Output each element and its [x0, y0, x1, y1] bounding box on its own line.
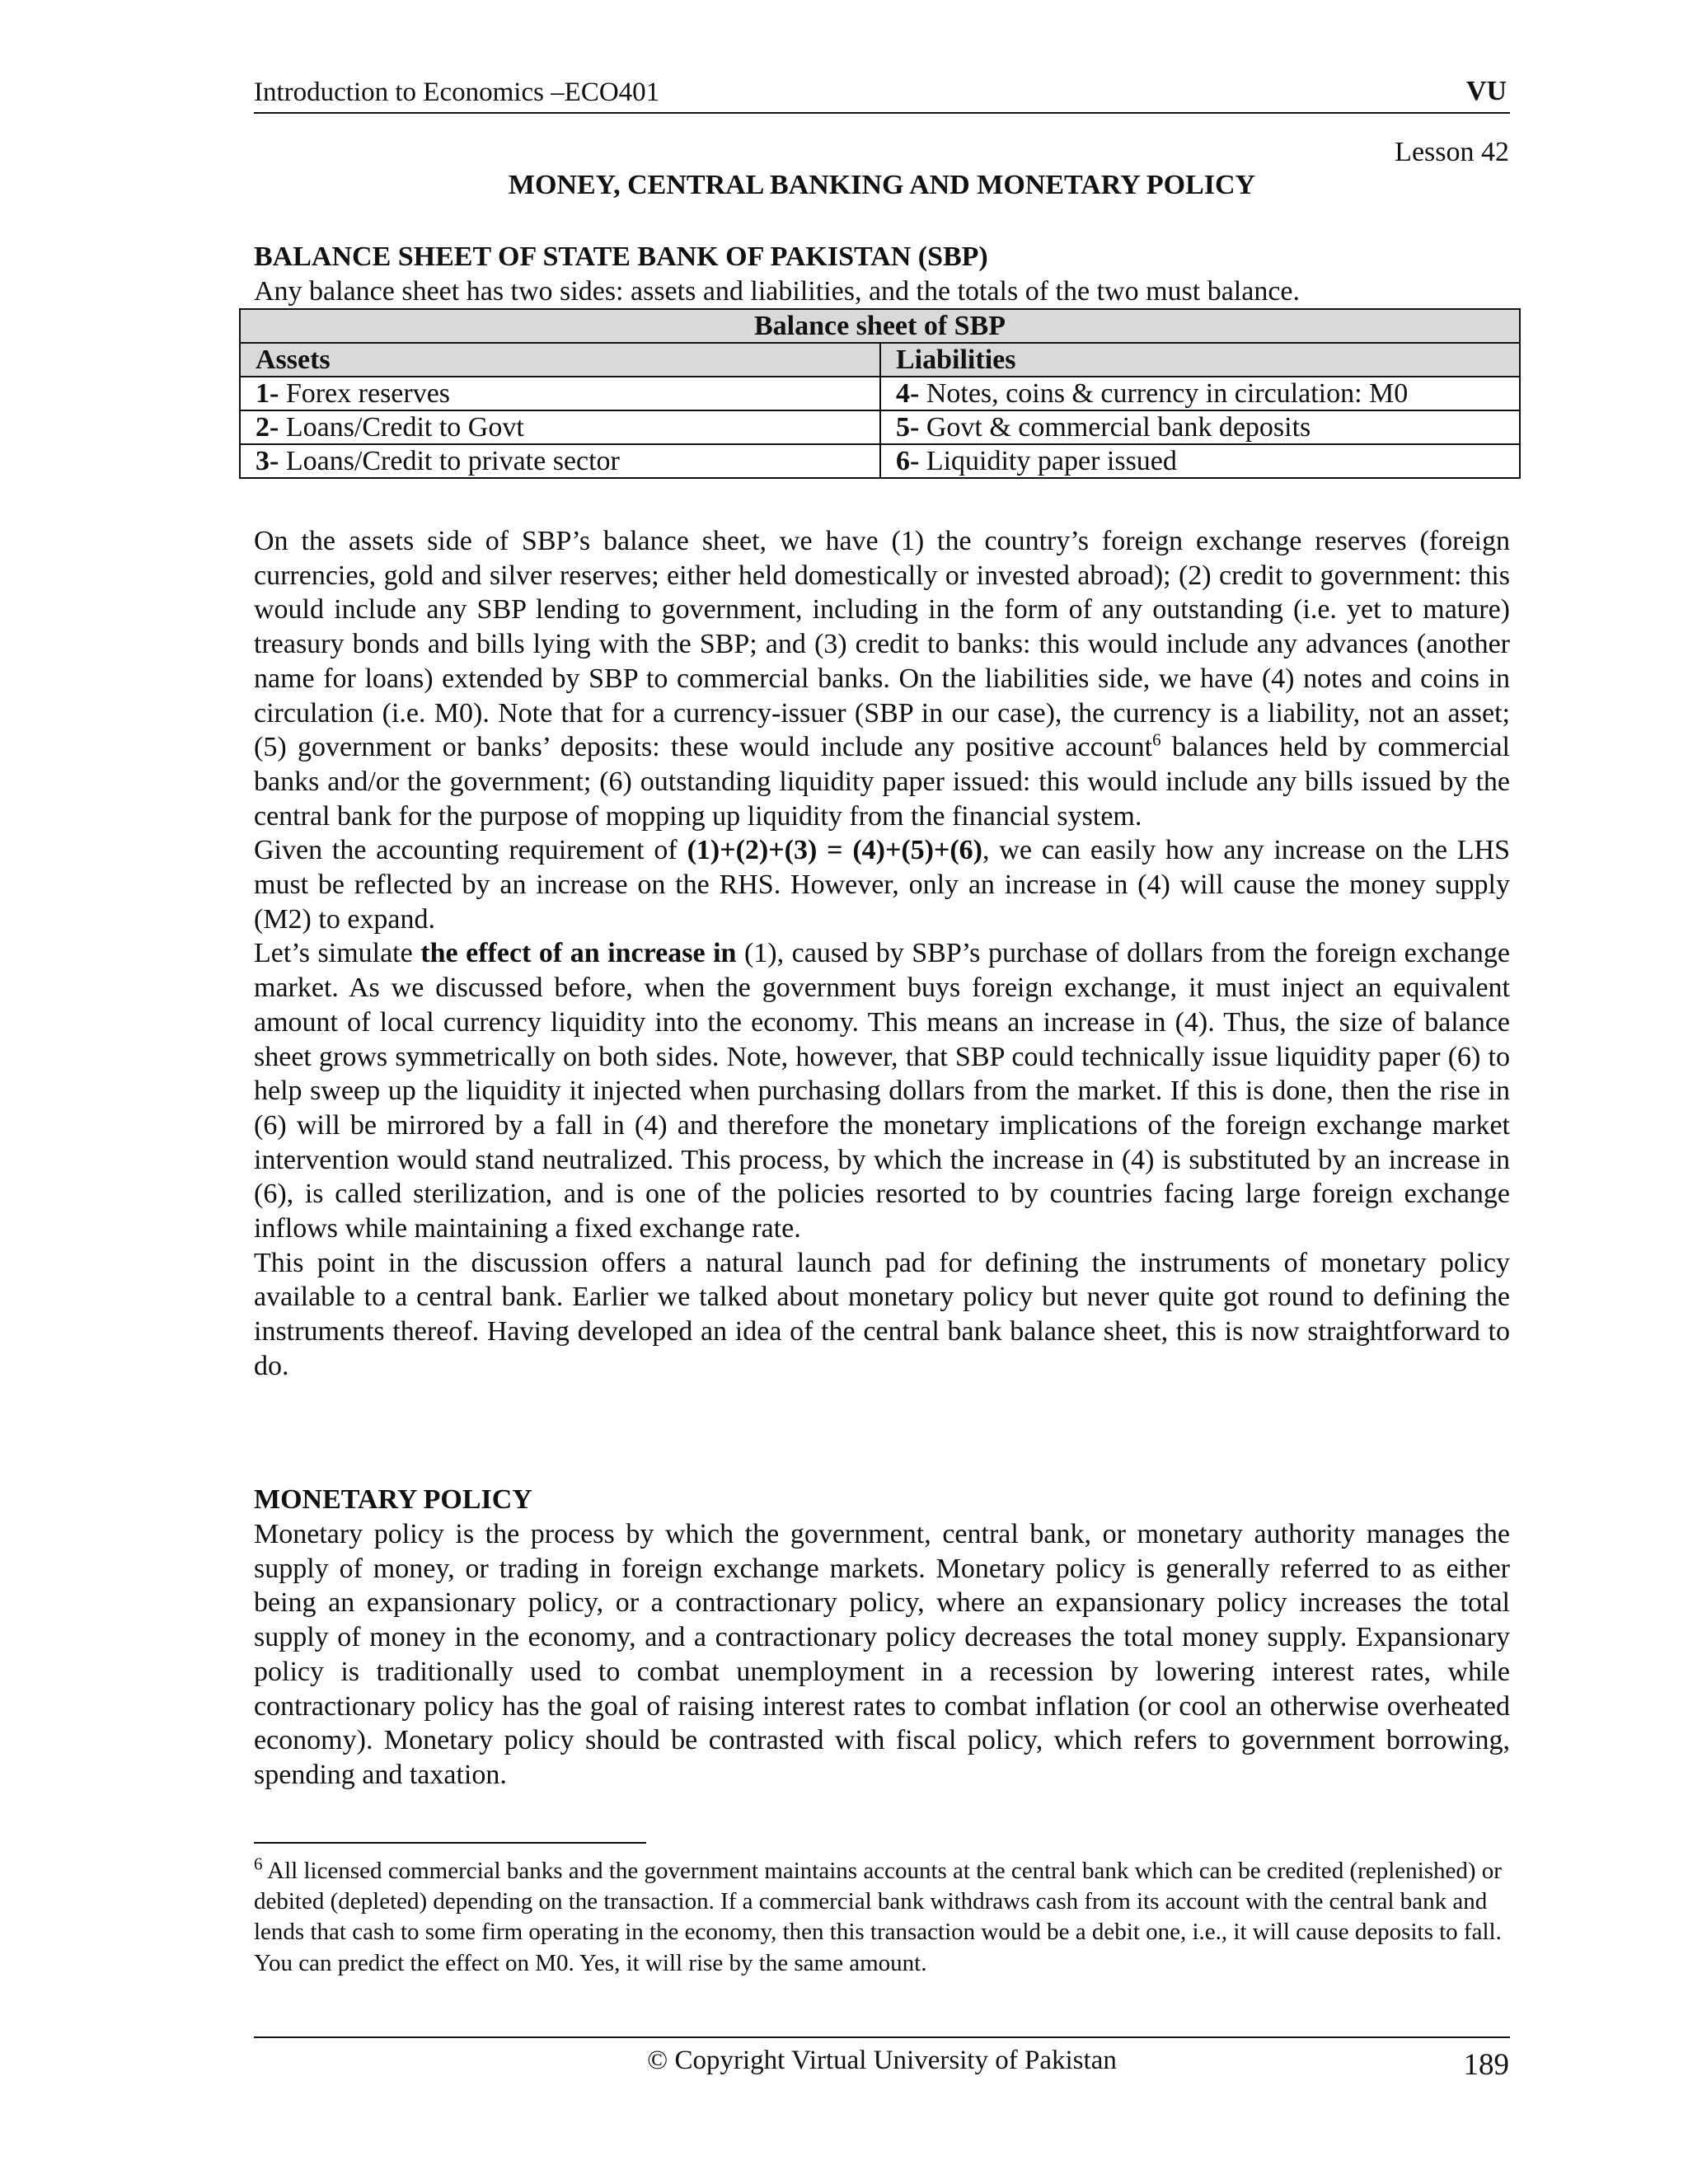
asset-label: Forex reserves [279, 378, 451, 409]
footnote-marker: 6 [254, 1854, 263, 1874]
section-heading-monetary-policy: MONETARY POLICY [254, 1484, 532, 1515]
asset-cell [240, 410, 880, 444]
column-header-assets: Assets [240, 343, 880, 377]
paragraph-text: Let’s simulate [254, 938, 421, 969]
copyright-notice: © Copyright Virtual University of Pakistan [647, 2046, 1117, 2075]
table-row [240, 444, 1520, 478]
body-text [254, 524, 1510, 1384]
footer-divider [254, 2036, 1510, 2038]
liability-label: Liquidity paper issued [919, 446, 1177, 476]
asset-number: 3- [256, 446, 279, 476]
paragraph-monetary-policy: Monetary policy is the process by which the government, central bank, or monetary authority manages the supply of money, or trading in foreign exchange markets. Monetary policy is generally referred to as either being an expansionary policy, or a contractionary policy, where an expansionary policy increases the total supply of money in the economy, and a contractionary policy decreases the total money supply. Expansionary policy is traditionally used to combat unemployment in a recession by lowering interest rates, while contractionary policy has the goal of raising interest rates to combat inflation (or cool an otherwise overheated economy). Monetary policy should be contrasted with fiscal policy, which refers to government borrowing, spending and taxation. [254, 1519, 1510, 1790]
footnote-divider [254, 1842, 646, 1844]
paragraph-text: (1), caused by SBP’s purchase of dollars from the foreign exchange market. As we discussed before, when the government buys foreign exchange, it must inject an equivalent amount of local currency liquidity into the economy. This means an increase in (4). Thus, the size of balance sheet grows symmetrically on both sides. Note, however, that SBP could technically issue liquidity paper (6) to help sweep up the liquidity it injected when purchasing dollars from the market. If this is done, then the rise in (6) will be mirrored by a fall in (4) and therefore the monetary implications of the foreign exchange market intervention would stand neutralized. This process, by which the increase in (4) is substituted by an increase in (6), is called sterilization, and is one of the policies resorted to by countries facing large foreign exchange inflows while maintaining a fixed exchange rate. [254, 938, 1511, 1244]
footnote-reference[interactable]: 6 [1152, 729, 1161, 750]
asset-cell [240, 444, 880, 478]
page-title: MONEY, CENTRAL BANKING AND MONETARY POLICY [508, 170, 1256, 200]
balance-sheet-table [239, 308, 1521, 479]
asset-cell [240, 377, 880, 410]
paragraph-assets-liabilities [254, 524, 1510, 833]
paragraph-text: , we can easily how any increase on the LHS must be reflected by an increase on the RHS. However, only an increase in (4) will cause the money supply (M2) to expand. [254, 835, 1510, 935]
liability-number: 6- [896, 446, 920, 476]
table-caption: Balance sheet of SBP [240, 309, 1520, 343]
emphasis-text: the effect of an increase in [420, 938, 737, 969]
liability-label: Govt & commercial bank deposits [919, 412, 1311, 443]
liability-cell [880, 444, 1520, 478]
liability-cell [880, 377, 1520, 410]
paragraph-accounting-requirement [254, 833, 1510, 936]
university-brand: VU [1465, 76, 1507, 106]
equation-text: (1)+(2)+(3) = (4)+(5)+(6) [687, 835, 982, 866]
table-row [240, 410, 1520, 444]
lesson-number: Lesson 42 [1395, 137, 1509, 167]
asset-label: Loans/Credit to private sector [279, 446, 620, 476]
asset-number: 1- [256, 378, 279, 409]
liability-cell [880, 410, 1520, 444]
paragraph-text: balances held by commercial banks and/or the government; (6) outstanding liquidity paper issued: this would include any bills issued by the central bank for the purpose of mopping up liquidity from the financial system. [254, 732, 1510, 832]
asset-number: 2- [256, 412, 279, 443]
paragraph-sterilization [254, 936, 1510, 1245]
asset-label: Loans/Credit to Govt [279, 412, 524, 443]
liability-label: Notes, coins & currency in circulation: M0 [919, 378, 1409, 409]
page-header [254, 76, 1510, 114]
course-title: Introduction to Economics –ECO401 [254, 77, 660, 107]
footnote [254, 1856, 1510, 1979]
section-heading-balance-sheet: BALANCE SHEET OF STATE BANK OF PAKISTAN (SBP) [254, 241, 988, 272]
footnote-text: All licensed commercial banks and the government maintains accounts at the central bank which can be credited (replenished) or debited (depleted) depending on the transaction. If a commercial bank withdraws cash from its account with the central bank and lends that cash to some firm operating in the economy, then this transaction would be a debit one, i.e., it will cause deposits to fall. You can predict the effect on M0. Yes, it will rise by the same amount. [254, 1858, 1502, 1976]
liability-number: 4- [896, 378, 920, 409]
table-row [240, 377, 1520, 410]
liability-number: 5- [896, 412, 920, 443]
balance-sheet-intro: Any balance sheet has two sides: assets and liabilities, and the totals of the two must balance. [254, 276, 1301, 307]
page-number: 189 [1463, 2048, 1509, 2082]
column-header-liabilities: Liabilities [880, 343, 1520, 377]
paragraph-text: Given the accounting requirement of [254, 835, 687, 866]
paragraph-text: On the assets side of SBP’s balance sheet, we have (1) the country’s foreign exchange reserves (foreign currencies, gold and silver reserves; either held domestically or invested abroad); (2) credit to government: this would include any SBP lending to government, including in the form of any outstanding (i.e. yet to mature) treasury bonds and bills lying with the SBP; and (3) credit to banks: this would include any advances (another name for loans) extended by SBP to commercial banks. On the liabilities side, we have (4) notes and coins in circulation (i.e. M0). Note that for a currency-issuer (SBP in our case), the currency is a liability, not an asset; (5) government or banks’ deposits: these would include any positive account [254, 526, 1510, 763]
paragraph-instruments: This point in the discussion offers a natural launch pad for defining the instruments of monetary policy available to a central bank. Earlier we talked about monetary policy but never quite got round to defining the instruments thereof. Having developed an idea of the central bank balance sheet, this is now straightforward to do. [254, 1247, 1510, 1381]
